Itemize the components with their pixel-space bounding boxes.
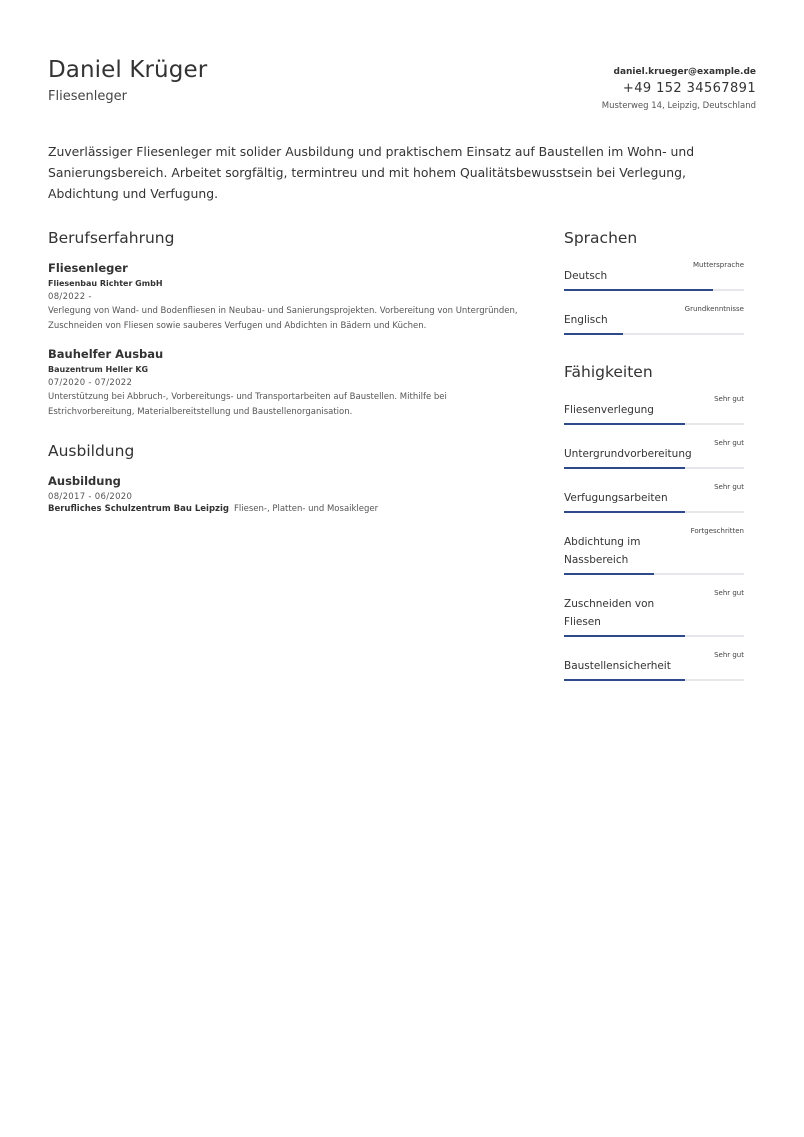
skill-level-fill: [564, 511, 685, 513]
language-label: Englisch: [564, 314, 608, 326]
skill-level-fill: [564, 467, 685, 469]
skill-label: Fliesenverlegung: [564, 404, 654, 416]
skill-row: [564, 589, 744, 635]
skills-list: [564, 395, 744, 681]
person-name: Daniel Krüger: [48, 57, 208, 83]
skill-level-bar: [564, 511, 744, 513]
skill-level-bar: [564, 467, 744, 469]
experience-entry: [48, 261, 518, 334]
languages-list: [564, 261, 744, 335]
skill-level: Sehr gut: [714, 483, 744, 491]
entry-description: Verlegung von Wand- und Bodenfliesen in Neubau- und Sanierungsprojekten. Vorbereitung von Untergründen, Zuschneiden von Fliesen sowie sauberes Verfugen und Abdichten in Bädern und Küchen.: [48, 306, 518, 331]
education-field: Fliesen-, Platten- und Mosaikleger: [234, 504, 379, 514]
languages-heading: Sprachen: [564, 229, 638, 247]
language-level-bar: [564, 333, 744, 335]
entry-title: Ausbildung: [48, 474, 121, 488]
language-item: [564, 305, 744, 335]
skill-level: Fortgeschritten: [690, 527, 744, 535]
skill-item: [564, 439, 744, 469]
entry-title: Fliesenleger: [48, 261, 128, 275]
entry-date: 08/2017 - 06/2020: [48, 492, 133, 502]
skill-item: [564, 527, 744, 575]
skill-item: [564, 589, 744, 637]
skills-section: [564, 363, 744, 681]
skill-level-fill: [564, 573, 654, 575]
skill-label: Zuschneiden von Fliesen: [564, 598, 655, 628]
skill-level-fill: [564, 679, 685, 681]
skill-label: Baustellensicherheit: [564, 660, 671, 672]
sidebar-column: [564, 229, 744, 695]
education-school-line: [48, 504, 518, 514]
skill-row: [564, 395, 744, 423]
skill-item: [564, 483, 744, 513]
language-level: Muttersprache: [693, 261, 744, 269]
skill-row: [564, 483, 744, 511]
skill-level-bar: [564, 573, 744, 575]
skill-row: [564, 439, 744, 467]
experience-heading: Berufserfahrung: [48, 229, 175, 247]
education-section: [48, 442, 518, 514]
entry-date: 08/2022 -: [48, 292, 92, 302]
entry-title: Bauhelfer Ausbau: [48, 347, 164, 361]
skill-level-bar: [564, 679, 744, 681]
skill-level-bar: [564, 635, 744, 637]
entry-company: Fliesenbau Richter GmbH: [48, 279, 163, 288]
skill-item: [564, 651, 744, 681]
entry-date: 07/2020 - 07/2022: [48, 378, 133, 388]
language-level-fill: [564, 289, 713, 291]
skill-level-bar: [564, 423, 744, 425]
entry-company: Bauzentrum Heller KG: [48, 365, 149, 374]
skill-level: Sehr gut: [714, 395, 744, 403]
main-column: [48, 229, 518, 527]
skill-level: Sehr gut: [714, 651, 744, 659]
skill-level: Sehr gut: [714, 439, 744, 447]
skill-label: Verfugungsarbeiten: [564, 492, 668, 504]
phone-number[interactable]: +49 152 34567891: [622, 81, 756, 96]
email-link[interactable]: daniel.krueger@example.de: [613, 67, 756, 77]
skill-row: [564, 651, 744, 679]
language-level-bar: [564, 289, 744, 291]
skill-level-fill: [564, 423, 685, 425]
experience-entry: [48, 347, 518, 420]
address: Musterweg 14, Leipzig, Deutschland: [601, 101, 756, 111]
language-row: [564, 261, 744, 289]
education-entry: [48, 474, 518, 514]
skill-level: Sehr gut: [714, 589, 744, 597]
skill-label: Abdichtung im Nassbereich: [564, 536, 641, 566]
job-title: Fliesenleger: [48, 89, 127, 104]
school-name: Berufliches Schulzentrum Bau Leipzig: [48, 504, 229, 514]
skill-item: [564, 395, 744, 425]
skill-label: Untergrundvorbereitung: [564, 448, 692, 460]
language-label: Deutsch: [564, 270, 608, 282]
language-item: [564, 261, 744, 291]
skill-level-fill: [564, 635, 685, 637]
entry-description: Unterstützung bei Abbruch-, Vorbereitungs- und Transportarbeiten auf Baustellen. Mithilfe bei Estrichvorbereitung, Materialbereitstellung und Baustellenorganisation.: [48, 392, 447, 417]
profile-summary: Zuverlässiger Fliesenleger mit solider Ausbildung und praktischem Einsatz auf Baustellen im Wohn- und Sanierungsbereich. Arbeitet sorgfältig, termintreu und mit hohem Qualitätsbewusstsein bei Verlegung, Abdichtung und Verfugung.: [48, 144, 695, 201]
contact-block: [602, 67, 756, 111]
language-row: [564, 305, 744, 333]
education-heading: Ausbildung: [48, 442, 135, 460]
skills-heading: Fähigkeiten: [564, 363, 653, 381]
language-level-fill: [564, 333, 623, 335]
skill-row: [564, 527, 744, 573]
language-level: Grundkenntnisse: [684, 305, 744, 313]
